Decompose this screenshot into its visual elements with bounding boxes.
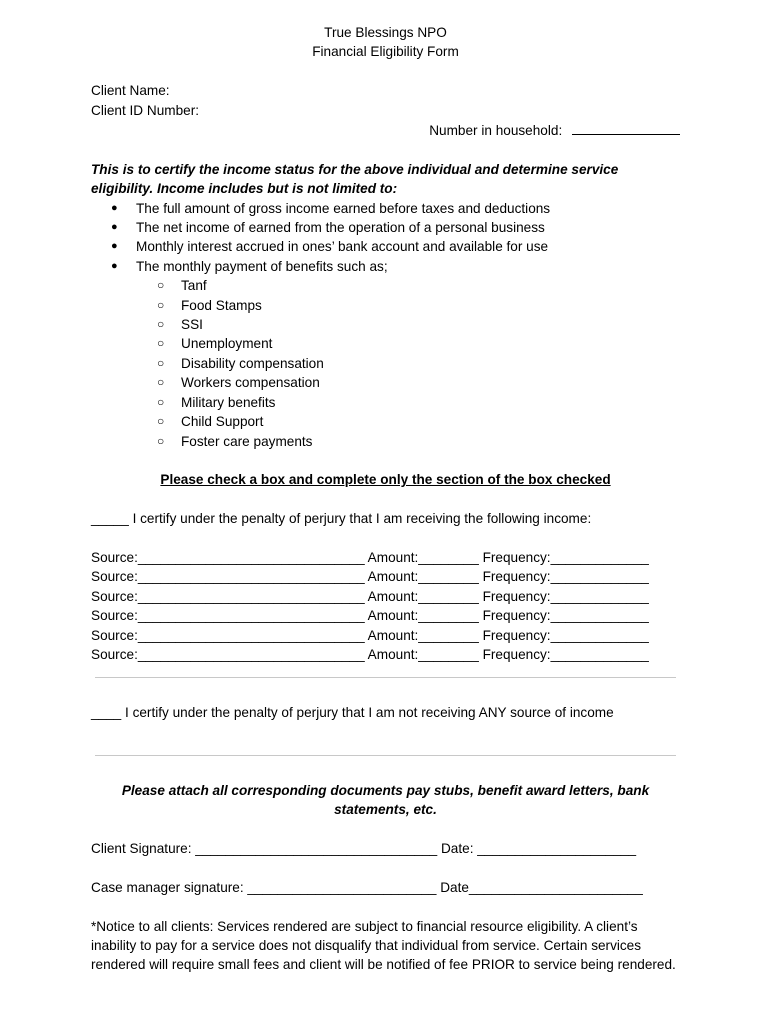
option-no-income[interactable]: ____ I certify under the penalty of perjury that I am not receiving ANY source of income (91, 705, 614, 721)
benefit-item: ○ Food Stamps (91, 296, 680, 315)
attach-note: Please attach all corresponding documents pay stubs, benefit award letters, bank statements, etc. (121, 782, 650, 818)
benefit-item: ○ Child Support (91, 412, 680, 431)
client-signature-line[interactable]: Client Signature: ________________________________ Date: _____________________ (91, 840, 637, 856)
benefit-item: ○ Foster care payments (91, 432, 680, 451)
client-id-label: Client ID Number: (91, 102, 200, 118)
form-page (91, 23, 680, 975)
household-blank[interactable] (572, 120, 680, 135)
source-row[interactable]: Source:______________________________ Amount:________ Frequency:_____________ (91, 588, 649, 604)
org-name: True Blessings NPO (324, 25, 447, 40)
household-row (91, 120, 680, 140)
income-item: ● The net income of earned from the operation of a personal business (91, 218, 680, 237)
check-instruction: Please check a box and complete only the section of the box checked (160, 472, 611, 488)
benefit-item: ○ SSI (91, 315, 680, 334)
income-list (91, 199, 680, 277)
household-label: Number in household: (429, 123, 563, 139)
benefit-item: ○ Disability compensation (91, 354, 680, 373)
income-item: ● The monthly payment of benefits such as; (91, 257, 680, 276)
form-title: Financial Eligibility Form (312, 44, 459, 60)
source-row[interactable]: Source:______________________________ Amount:________ Frequency:_____________ (91, 608, 649, 624)
notice: *Notice to all clients: Services rendered are subject to financial resource eligibility. A client’s inability to pay for a service does not disqualify that individual from service. Certain services rendered will require small fees and client will be notified of fee PRIOR to service being rendered. (91, 918, 676, 973)
certify-intro: This is to certify the income status for the above individual and determine service eligibility. Income includes but is not limited to: (91, 161, 619, 197)
source-row[interactable]: Source:______________________________ Amount:________ Frequency:_____________ (91, 569, 649, 585)
income-item: ● Monthly interest accrued in ones’ bank account and available for use (91, 237, 680, 256)
benefit-item: ○ Unemployment (91, 334, 680, 353)
benefits-list (91, 276, 680, 451)
source-row[interactable]: Source:______________________________ Amount:________ Frequency:_____________ (91, 549, 649, 565)
benefit-item: ○ Tanf (91, 276, 680, 295)
benefit-item: ○ Workers compensation (91, 373, 680, 392)
income-item: ● The full amount of gross income earned before taxes and deductions (91, 199, 680, 218)
source-row[interactable]: Source:______________________________ Amount:________ Frequency:_____________ (91, 627, 649, 643)
case-manager-signature-line[interactable]: Case manager signature: _________________________ Date_______________________ (91, 879, 643, 895)
source-row[interactable]: Source:______________________________ Amount:________ Frequency:_____________ (91, 646, 649, 662)
option-receiving-income[interactable]: _____ I certify under the penalty of perjury that I am receiving the following income: (91, 511, 592, 527)
benefit-item: ○ Military benefits (91, 393, 680, 412)
client-name-label: Client Name: (91, 83, 170, 99)
income-source-table (91, 548, 680, 664)
